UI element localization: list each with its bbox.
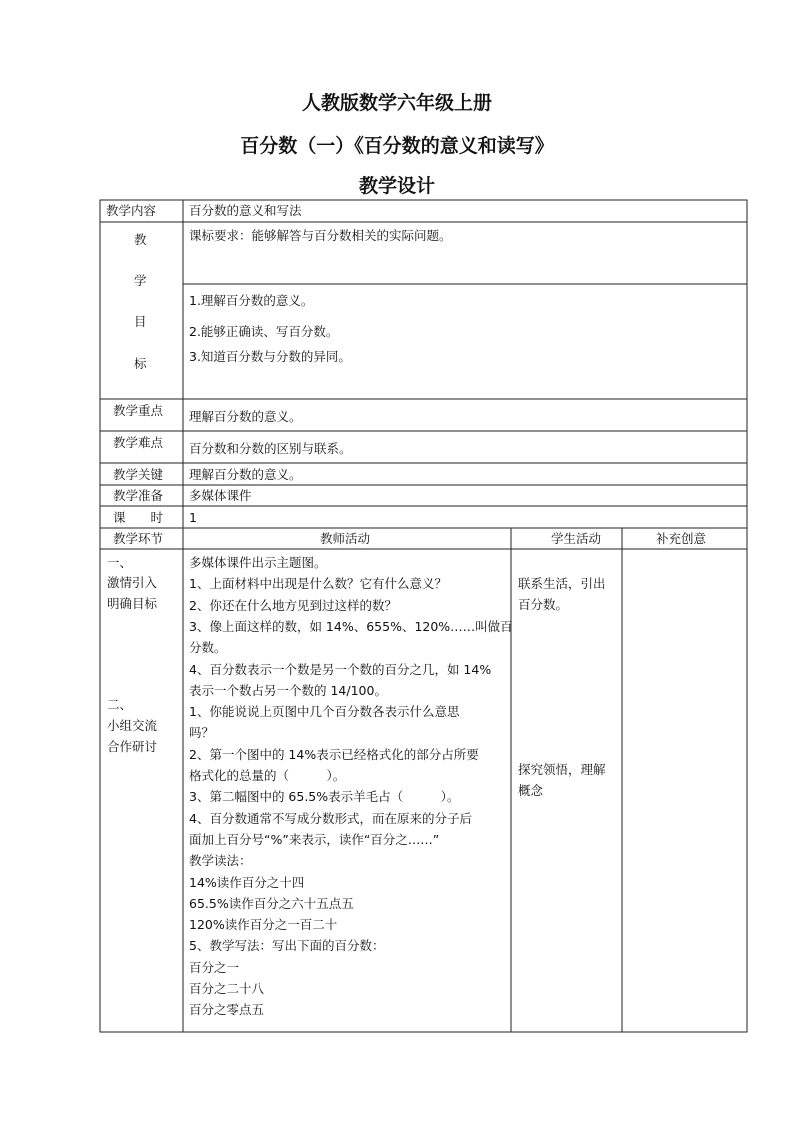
- document-heading: 教学设计: [358, 175, 435, 197]
- content-label: 教学内容: [106, 203, 157, 218]
- teacher-activity-line: 教学读法：: [189, 853, 252, 869]
- stage-text: 二、: [107, 697, 133, 712]
- key-point-label: 教学重点: [113, 403, 164, 418]
- objectives-label-char: 学: [134, 273, 147, 288]
- crux-value: 理解百分数的意义。: [189, 467, 302, 482]
- student-activity-text: 百分数。: [518, 597, 569, 612]
- teacher-activity-line: 4、百分数表示一个数是另一个数的百分之几，如 14%: [189, 661, 492, 677]
- standard-requirement: 课标要求：能够解答与百分数相关的实际问题。: [189, 228, 452, 243]
- col-header-student: 学生活动: [551, 531, 602, 546]
- preparation-value: 多媒体课件: [189, 488, 252, 503]
- student-activity-text: 概念: [518, 783, 544, 798]
- teacher-activity-line: 面加上百分号“%”来表示，读作“百分之……”: [189, 831, 440, 847]
- objective-item: 1.理解百分数的意义。: [189, 293, 314, 308]
- document-subtitle: 百分数（一）《百分数的意义和读写》: [240, 135, 554, 157]
- student-activity-text: 联系生活，引出: [518, 576, 606, 591]
- stage-text: 激情引入: [107, 575, 158, 590]
- teacher-activity-line: 2、你还在什么地方见到过这样的数？: [189, 597, 397, 613]
- teacher-activity-line: 120%读作百分之一百二十: [189, 917, 338, 933]
- stage-text: 明确目标: [107, 596, 158, 611]
- teacher-activity-line: 3、像上面这样的数，如 14%、655%、120%……叫做百: [189, 618, 513, 634]
- crux-label: 教学关键: [113, 467, 164, 482]
- teacher-activity-line: 表示一个数占另一个数的 14/100。: [189, 682, 387, 698]
- objectives-label-char: 标: [134, 356, 147, 371]
- objectives-label-char: 教: [134, 232, 147, 247]
- teacher-activity-line: 格式化的总量的（ ）。: [189, 768, 346, 783]
- teacher-activity-line: 百分之一: [189, 959, 240, 975]
- student-activity-text: 探究领悟，理解: [518, 762, 606, 777]
- objective-item: 2.能够正确读、写百分数。: [189, 324, 339, 339]
- difficulty-value: 百分数和分数的区别与联系。: [189, 441, 352, 456]
- teacher-activity-line: 1、上面材料中出现是什么数？它有什么意义？: [189, 576, 447, 592]
- stage-text: 小组交流: [107, 718, 158, 733]
- stage-text: 合作研讨: [107, 739, 158, 754]
- key-point-value: 理解百分数的意义。: [189, 409, 302, 424]
- objectives-label-char: 目: [134, 314, 147, 329]
- hours-label: 课 时: [113, 510, 164, 525]
- teacher-activity-line: 百分之零点五: [189, 1002, 265, 1018]
- teacher-activity-line: 百分之二十八: [189, 981, 265, 996]
- stage-text: 一、: [107, 555, 133, 570]
- col-header-teacher: 教师活动: [320, 531, 371, 546]
- objective-item: 3.知道百分数与分数的异同。: [189, 349, 351, 364]
- teacher-activity-line: 分数。: [189, 640, 227, 656]
- teacher-activity-line: 3、第二幅图中的 65.5%表示羊毛占（ ）。: [189, 789, 460, 805]
- content-value: 百分数的意义和写法: [189, 203, 302, 218]
- teacher-activity-line: 吗？: [189, 725, 215, 741]
- teacher-activity-line: 65.5%读作百分之六十五点五: [189, 895, 354, 911]
- teacher-activity-line: 14%读作百分之十四: [189, 874, 305, 890]
- document-title: 人教版数学六年级上册: [301, 92, 492, 114]
- teacher-activity-line: 多媒体课件出示主题图。: [189, 555, 327, 570]
- teacher-activity-line: 4、百分数通常不写成分数形式，而在原来的分子后: [189, 810, 472, 826]
- difficulty-label: 教学难点: [113, 435, 164, 450]
- teacher-activity-line: 2、第一个图中的 14%表示已经格式化的部分占所要: [189, 746, 479, 762]
- col-header-extra: 补充创意: [656, 531, 707, 546]
- hours-value: 1: [189, 510, 197, 525]
- teacher-activity-line: 5、教学写法：写出下面的百分数：: [189, 938, 385, 954]
- col-header-stage: 教学环节: [113, 531, 164, 546]
- preparation-label: 教学准备: [113, 488, 164, 503]
- teacher-activity-line: 1、你能说说上页图中几个百分数各表示什么意思: [189, 704, 460, 720]
